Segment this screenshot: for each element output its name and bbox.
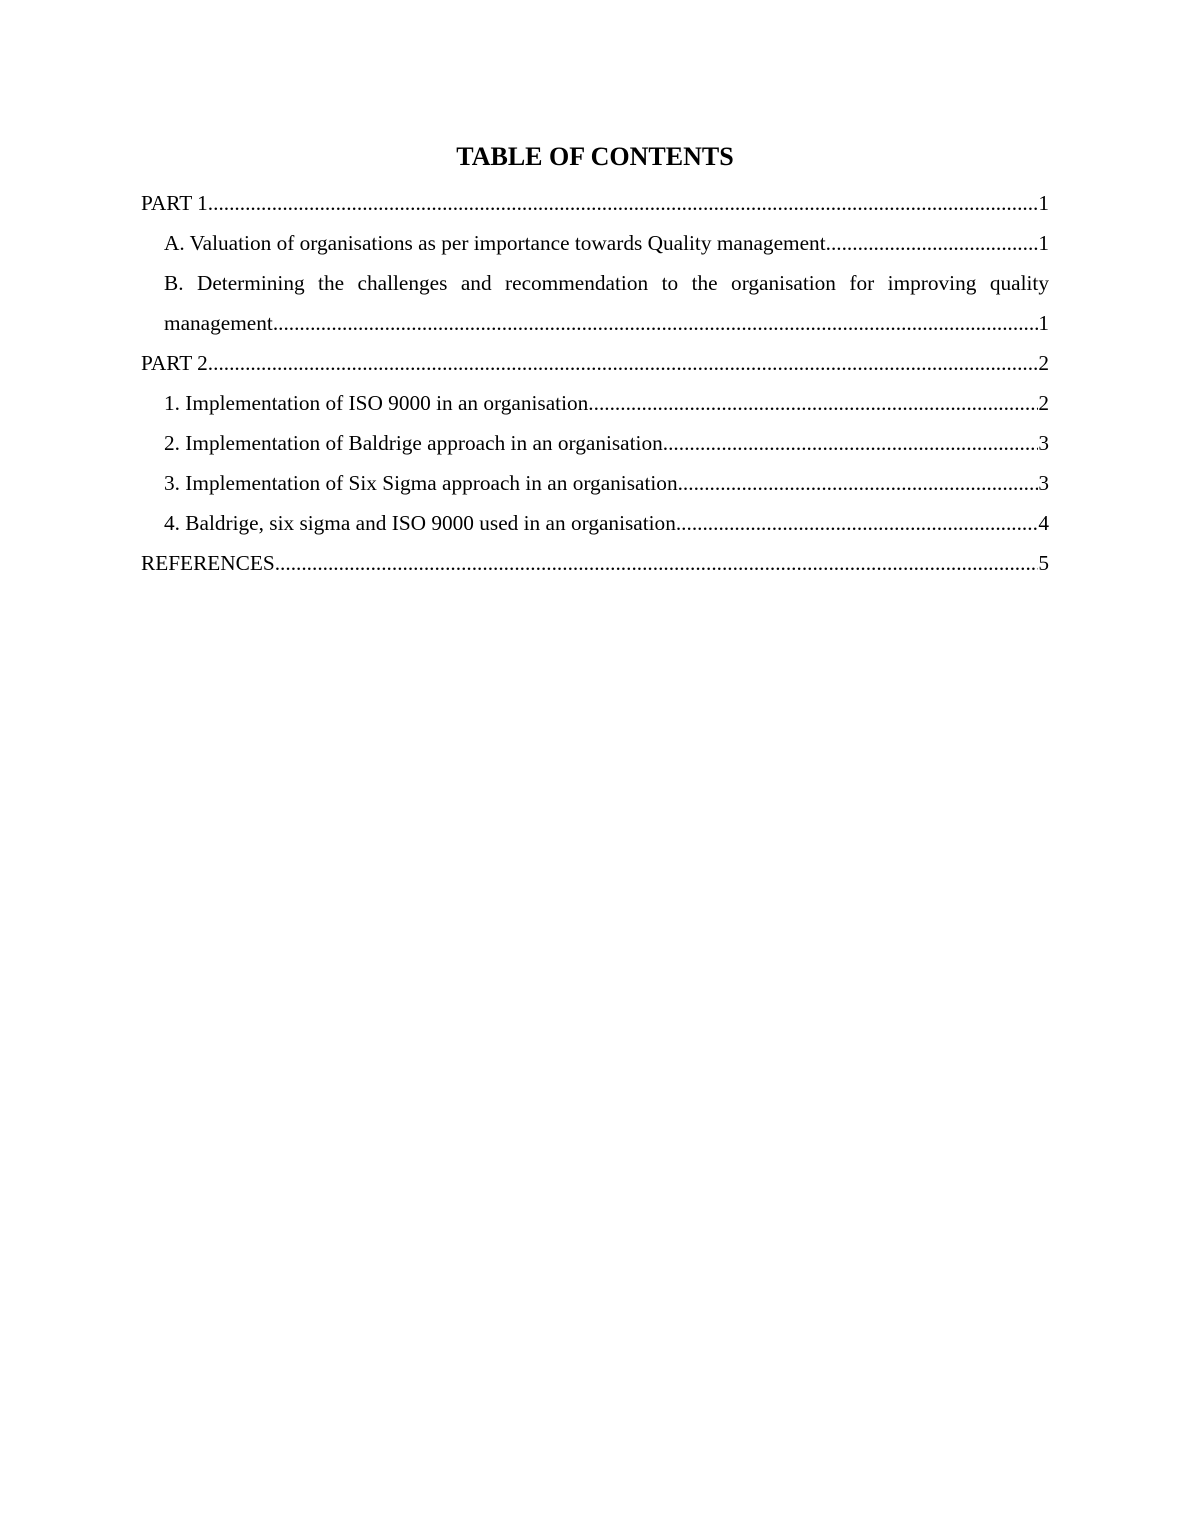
toc-entry-label: 1. Implementation of ISO 9000 in an organisation [164,391,589,415]
toc-entry-label: 2. Implementation of Baldrige approach in an organisation [164,431,663,455]
toc-entry-label-line-2: management [164,311,273,335]
toc-entry-b[interactable] [141,263,1049,343]
toc-entry-label: REFERENCES [141,551,275,575]
toc-entry-3[interactable] [141,463,1049,503]
toc-page-number: 5 [1038,551,1049,575]
toc-entry-label-line-1: B. Determining the challenges and recommendation to the organisation for improving quality [164,271,1049,295]
toc-entry-label: PART 2 [141,351,208,375]
dot-leader [663,423,1039,463]
toc-entry-2[interactable] [141,423,1049,463]
toc-page-number: 1 [1038,231,1049,255]
toc-entry-a[interactable] [141,223,1049,263]
dot-leader [208,343,1039,383]
toc-page-number: 1 [1038,311,1049,335]
toc-page-number: 2 [1038,391,1049,415]
toc-page-number: 4 [1038,511,1049,535]
toc-entry-part-1[interactable] [141,183,1049,223]
toc-entry-part-2[interactable] [141,343,1049,383]
toc-title: TABLE OF CONTENTS [456,142,734,171]
dot-leader [275,543,1039,583]
toc-entry-last-line [164,303,1049,343]
toc-entry-4[interactable] [141,503,1049,543]
toc-entry-label: 3. Implementation of Six Sigma approach in an organisation [164,471,678,495]
toc-page-number: 3 [1038,431,1049,455]
toc-page-number: 3 [1038,471,1049,495]
toc-entry-references[interactable] [141,543,1049,583]
dot-leader [678,463,1039,503]
toc-entry-label: PART 1 [141,191,208,215]
dot-leader [826,223,1039,263]
toc-page-number: 2 [1038,351,1049,375]
dot-leader [588,383,1038,423]
dot-leader [676,503,1038,543]
toc-entry-label: 4. Baldrige, six sigma and ISO 9000 used in an organisation [164,511,676,535]
table-of-contents [141,140,1049,583]
toc-entry-label: A. Valuation of organisations as per importance towards Quality management [164,231,826,255]
toc-page-number: 1 [1038,191,1049,215]
toc-entry-1[interactable] [141,383,1049,423]
dot-leader [273,303,1039,343]
dot-leader [208,183,1039,223]
toc-entries [141,183,1049,583]
